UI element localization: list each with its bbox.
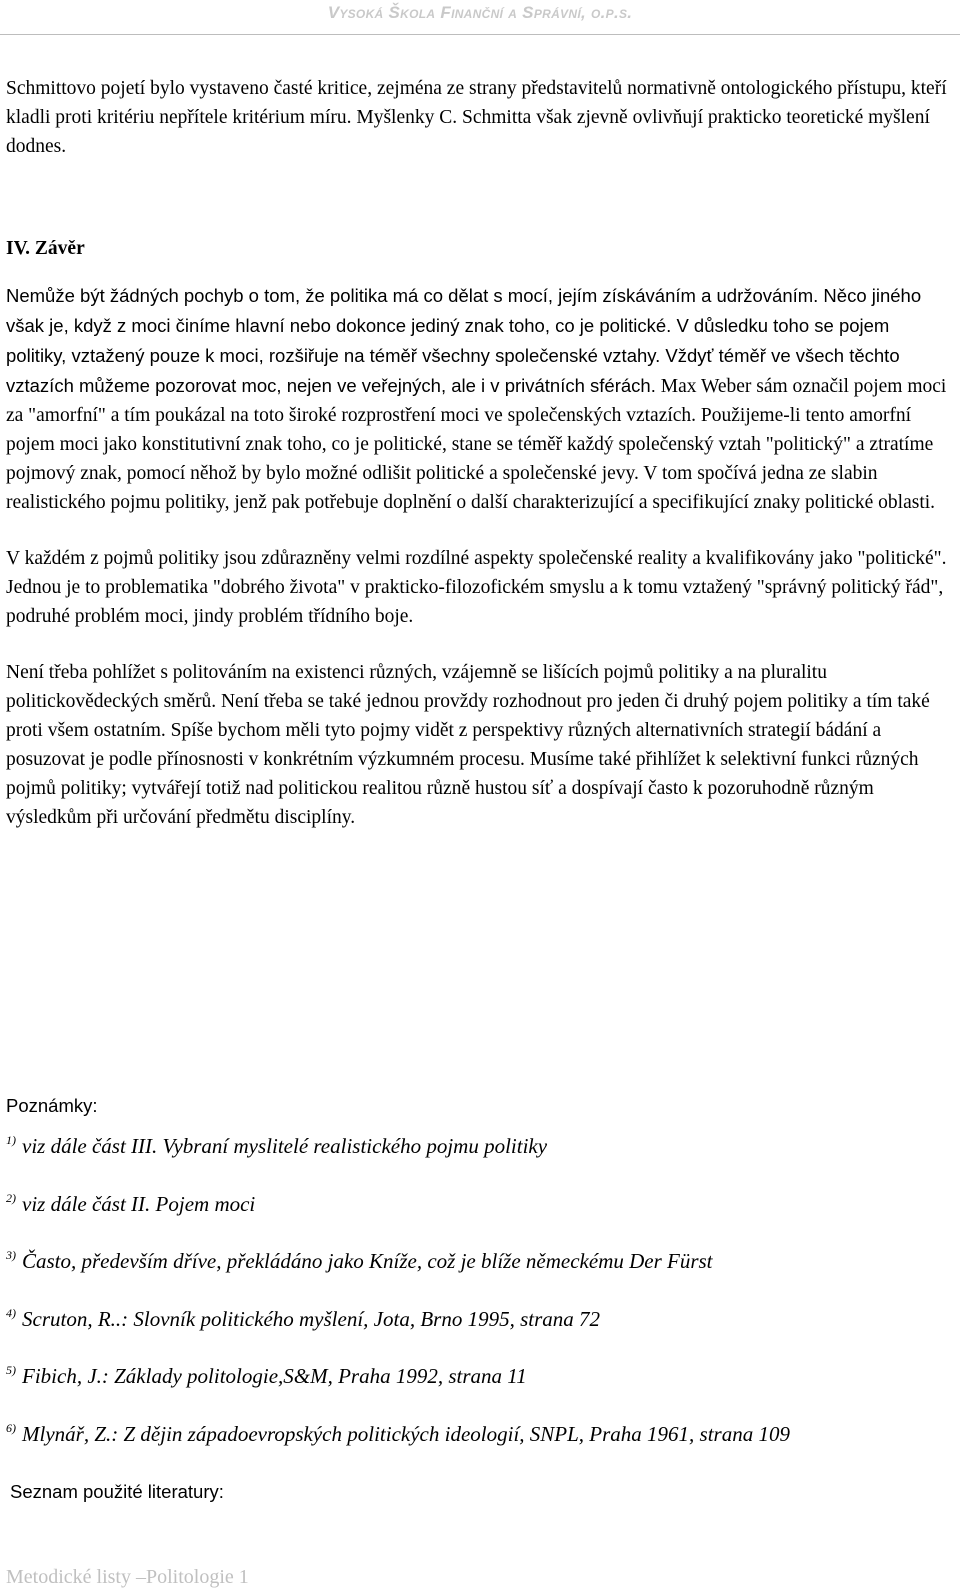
- paragraph-schmitt: Schmittovo pojetí bylo vystaveno časté kritice, zejména ze strany představitelů normativně ontologického přístupu, kteří kladli proti kritériu nepřítele kritérium míru. Myšlenky C. Schmitta však zjevně ovlivňují prakticko teoretické myšlení dodnes.: [6, 78, 947, 157]
- note-item: [6, 1306, 600, 1332]
- note-item: [6, 1133, 547, 1159]
- note-number: 5): [6, 1363, 16, 1377]
- note-text: Scruton, R..: Slovník politického myšlení, Jota, Brno 1995, strana 72: [22, 1307, 600, 1331]
- paragraph-concepts: V každém z pojmů politiky jsou zdůrazněny velmi rozdílné aspekty společenské reality a kvalifikovány jako "politické". Jednou je to problematika "dobrého života" v prakticko-filozofickém smyslu a k tomu vztažený "správný politický řád", podruhé problém moci, jindy problém třídního boje.: [6, 548, 947, 627]
- note-number: 3): [6, 1248, 16, 1262]
- note-text: Mlynář, Z.: Z dějin západoevropských politických ideologií, SNPL, Praha 1961, strana 109: [22, 1422, 790, 1446]
- note-text: Fibich, J.: Základy politologie,S&M, Praha 1992, strana 11: [22, 1364, 527, 1388]
- note-item: [6, 1421, 790, 1447]
- note-number: 2): [6, 1191, 16, 1205]
- note-text: Často, především dříve, překládáno jako Kníže, což je blíže německému Der Fürst: [22, 1249, 713, 1273]
- literature-title: Seznam použité literatury:: [10, 1481, 224, 1502]
- paragraph-conclusion: [6, 281, 954, 517]
- note-item: [6, 1248, 713, 1274]
- note-number: 1): [6, 1133, 16, 1147]
- paragraph-plurality: Není třeba pohlížet s politováním na existenci různých, vzájemně se lišících pojmů politiky a na pluralitu politickovědeckých směrů. Není třeba se také jednou provždy rozhodnout pro jeden či druhý pojem politiky a tím také proti všem ostatním. Spíše bychom měli tyto pojmy vidět z perspektivy různých alternativních strategií bádání a posuzovat je podle přínosnosti v konkrétním výzkumném procesu. Musíme také přihlížet k selektivní funkci různých pojmů politiky; vytvářejí totiž nad politickou realitou různě hustou síť a dospívají často k pozoruhodně různým výsledkům při určování předmětu disciplíny.: [6, 662, 930, 828]
- notes-title: Poznámky:: [6, 1095, 98, 1116]
- note-number: 6): [6, 1421, 16, 1435]
- page-footer: Metodické listy –Politologie 1: [6, 1566, 249, 1588]
- section-heading: IV. Závěr: [6, 238, 85, 259]
- paragraph-conclusion-sans: Nemůže být žádných pochyb o tom, že politika má co dělat s mocí, jejím získáváním a udržováním. Něco jiného však je, když z moci činíme hlavní nebo dokonce jediný znak toho, co je politické. V důsledku toho se pojem politiky, vztažený pouze k moci, rozšiřuje na téměř všechny společenské vztahy. Vždyť téměř ve všech těchto vztazích můžeme pozorovat moc, nejen ve veřejných, ale i v privátních sférách.: [6, 285, 922, 396]
- paragraph-conclusion-serif: Max Weber sám označil pojem moci za "amorfní" a tím poukázal na toto široké rozprostření moci ve společenských vztazích. Použijeme-li tento amorfní pojem moci jako konstitutivní znak toho, co je politické, stane se téměř každý společenský vztah "politický" a ztratíme pojmový znak, pomocí něhož by bylo možné odlišit politické a společenské jevy. V tom spočívá jedna ze slabin realistického pojmu politiky, jenž pak potřebuje doplnění o další charakterizující a specifikující znaky politické oblasti.: [6, 376, 947, 513]
- page-header: Vysoká Škola Finanční a Správní, o.p.s.: [327, 3, 633, 22]
- note-text: viz dále část II. Pojem moci: [22, 1192, 256, 1216]
- note-item: [6, 1363, 527, 1389]
- main-text: [6, 74, 954, 832]
- note-number: 4): [6, 1306, 16, 1320]
- note-text: viz dále část III. Vybraní myslitelé realistického pojmu politiky: [22, 1134, 548, 1158]
- note-item: [6, 1191, 255, 1217]
- header-divider: [0, 34, 960, 35]
